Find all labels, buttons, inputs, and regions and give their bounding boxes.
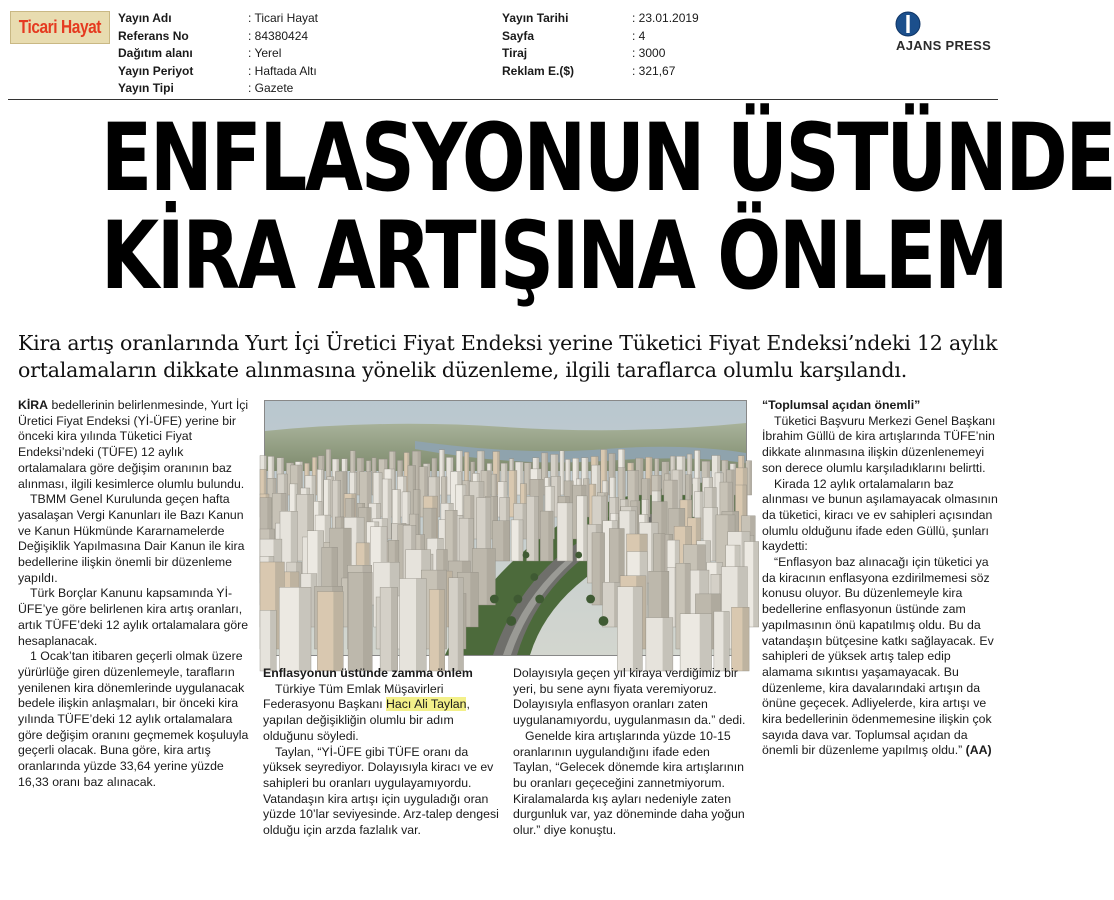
building-shadow — [391, 587, 398, 671]
building-shadow — [439, 590, 445, 672]
paragraph — [18, 398, 250, 492]
paragraph-text: Türkiye Tüm Emlak Müşavirleri Federasyonu Başkanı — [263, 681, 444, 712]
paragraph — [263, 682, 499, 745]
building-shadow — [470, 572, 478, 627]
city-photo-drawing — [265, 401, 746, 655]
meta-value: : Gazete — [248, 81, 294, 95]
header-divider — [8, 99, 998, 100]
building-shadow — [749, 461, 751, 495]
tree — [530, 573, 538, 581]
building-shadow — [416, 579, 426, 672]
meta-value: : Yerel — [248, 46, 282, 60]
tree — [575, 552, 582, 559]
building-shadow — [723, 611, 729, 671]
meta-row — [118, 10, 318, 28]
article-column-1 — [18, 398, 250, 888]
article-column-2 — [263, 666, 499, 888]
building-shadow — [534, 496, 539, 561]
paragraph: TBMM Genel Kurulunda geçen hafta yasalaşan Vergi Kanunları ile Bazı Kanun ve Kanun Hükmünde Kararnamelerde Değişiklik Yapılmasına Dair Kanun ile kira bedellerine ilişkin önemli bir düzenleme yapıldı. — [18, 492, 245, 585]
paragraph: 1 Ocak’tan itibaren geçerli olmak üzere yürürlüğe giren düzenlemeyle, tarafların yenilenen kira dönemlerinde uygulanacak bedele ilişkin anlaşmaları, bir önceki kira yılında TÜFE’deki 12 aylık ortalamalara göre değişim oranını geçmemek koşuluyla geçerli olacak. Buna göre, kira artış oranlarında yüzde 33,64 yerine yüzde 16,33 oranı baz alınacak. — [18, 649, 249, 789]
building-shadow — [663, 618, 673, 671]
meta-label: Tiraj — [502, 46, 528, 60]
meta-value: : 4 — [632, 28, 646, 43]
meta-value: : 321,67 — [632, 63, 676, 78]
building-shadow — [700, 614, 712, 671]
source-tag: (AA) — [962, 743, 992, 758]
tree — [490, 595, 499, 604]
paragraph: Türk Borçlar Kanunu kapsamında Yİ-ÜFE’ye göre belirlenen kira artış oranları, artık TÜFE’deki 12 aylık ortalamalara göre hesaplanacak. — [18, 586, 249, 648]
meta-value: : 23.01.2019 — [632, 11, 699, 25]
tree — [506, 616, 516, 626]
paragraph: Genelde kira artışlarında yüzde 10-15 oranlarının uygulandığını ifade eden Taylan, “Gelecek dönemde kira artışlarının bu oranları geçeceğini zannetmiyorum. Kiralamalarda kış ayları nedeniyle zaten durgunluk var, yaz döneminde daha yoğun olur.” diye konuştu. — [513, 728, 745, 838]
paragraph: Taylan, “Yİ-ÜFE gibi TÜFE oranı da yüksek seyrediyor. Dolayısıyla kiracı ve ev sahipleri bu oranları uygulayamıyordu. Vatandaşın kira artışı için uyguladığı oran yüzde 10’lar seviyesinde. Arz-talep dengesi olduğu için arzda fazlalık var. — [263, 744, 499, 838]
tree — [535, 595, 544, 604]
building-shadow — [753, 542, 759, 628]
agency-logo — [893, 10, 999, 60]
tree — [523, 552, 530, 559]
city-aerial-photo — [264, 400, 747, 656]
building-shadow — [388, 479, 391, 539]
lead-word: KİRA — [18, 398, 49, 412]
paragraph — [762, 555, 998, 759]
meta-label: Referans No — [118, 28, 189, 43]
building-shadow — [299, 587, 311, 671]
meta-row — [502, 63, 699, 81]
meta-label: Reklam E.($) — [502, 63, 575, 78]
paragraph: Dolayısıyla geçen yıl kiraya verdiğimiz bir yeri, bu sene aynı fiyata veremiyoruz. Dolayısıyla enflasyon oranları zaten uygulanamıyordu, uygulanmasın da.” dedi. — [513, 666, 746, 728]
meta-label: Yayın Periyot — [118, 63, 194, 78]
paragraph-text: bedellerinin belirlenmesinde, Yurt İçi Üretici Fiyat Endeksi (Yİ-ÜFE) yerine bir önceki kira yılında Tüketici Fiyat Endeksi’ndeki (TÜFE) 12 aylık ortalamalara göre değişim oranının baz alınması, ilgili kesimlerce olumlu bulundu. — [18, 398, 249, 491]
subheading: Enflasyonun üstünde zamma önlem — [263, 666, 473, 680]
building-shadow — [519, 520, 524, 561]
building-shadow — [363, 572, 372, 671]
building-shadow — [548, 511, 553, 561]
meta-row — [502, 10, 699, 28]
building-shadow — [583, 496, 587, 561]
subheading: “Toplumsal açıdan önemli” — [762, 398, 921, 412]
tree — [586, 595, 595, 604]
paragraph-text: “Enflasyon baz alınacağı için tüketici ya da kiracının enflasyona ezdirilmemesi söz konusu oluyor. Bu düzenlemeyle kira bedellerine enflasyonun üstünde zam yapılmasının önü kapatılmış oldu. Bu da vatandaşın bütçesine katkı sağlayacak. Ev sahipleri de yüksek artış talep edip alamama sıkıntısı yaşamayacak. Bu düzenleme, kira davalarındaki artışın da önüne geçecek. Adliyelerde, kira artışı ve kira bedellerinin ödenmemesine ilişkin çok sayıda dava var. Toplumsal açıdan da önemli bir düzenleme yapılmış oldu.” — [762, 555, 994, 758]
meta-row — [502, 45, 699, 63]
meta-label: Yayın Tarihi — [502, 11, 569, 25]
headline-line-2: KİRA ARTIŞINA ÖNLEM — [100, 202, 1007, 311]
building-shadow — [742, 607, 749, 671]
publication-logo — [10, 11, 110, 44]
publication-logo-text: Ticari Hayat — [18, 17, 102, 37]
headline-line-1: ENFLASYONUN ÜSTÜNDE — [100, 104, 1114, 213]
meta-label: Sayfa — [502, 28, 535, 43]
building-shadow — [567, 503, 573, 561]
building-shadow — [270, 610, 276, 671]
meta-row — [118, 63, 318, 81]
meta-row — [118, 45, 318, 63]
agency-globe-icon — [895, 11, 921, 37]
agency-name: AJANS PRESS — [896, 38, 992, 53]
building-shadow — [458, 578, 464, 671]
article-column-3 — [513, 666, 749, 888]
building-shadow — [503, 521, 510, 561]
article-lead: Kira artış oranlarında Yurt İçi Üretici Fiyat Endeksi yerine Tüketici Fiyat Endeksi’ndeki 12 aylık ortalamaların dikkate alınmasına yönelik düzenleme, ilgili taraflarca olumlu karşılandı. — [18, 331, 998, 382]
meta-value: : 84380424 — [248, 28, 309, 43]
publication-meta-right — [502, 10, 699, 80]
meta-label: Yayın Adı — [118, 11, 172, 25]
meta-row — [118, 28, 318, 46]
building-shadow — [333, 592, 343, 672]
highlighted-name: Hacı Ali Taylan — [386, 697, 467, 712]
article-headline — [0, 104, 1114, 311]
paragraph: Kirada 12 aylık ortalamaların baz alınması ve bunun aşılamayacak olmasının da tüketici, kiracı ve ev sahipleri açısından olumlu olduğunu ifade eden Güllü, şunları kaydetti: — [762, 476, 998, 554]
article-column-4 — [762, 398, 998, 888]
meta-row — [118, 80, 318, 98]
meta-value: : Ticari Hayat — [248, 11, 319, 25]
building-shadow — [633, 587, 643, 671]
meta-label: Yayın Tipi — [118, 81, 174, 95]
tree — [599, 616, 609, 626]
tree — [514, 595, 523, 604]
paragraph-text: , yapılan değişikliğin olumlu bir adım olduğunu söyledi. — [263, 697, 470, 743]
publication-meta-left — [118, 10, 318, 98]
meta-value: : 3000 — [632, 46, 666, 60]
paragraph: Tüketici Başvuru Merkezi Genel Başkanı İbrahim Güllü de kira artışlarında TÜFE’nin dikkate alınmasına ilişkin düzenlenemeyi son derece olumlu karşıladıklarını belirtti. — [762, 413, 996, 475]
meta-label: Dağıtım alanı — [118, 46, 193, 60]
meta-value: : Haftada Altı — [248, 63, 317, 78]
meta-row — [502, 28, 699, 46]
